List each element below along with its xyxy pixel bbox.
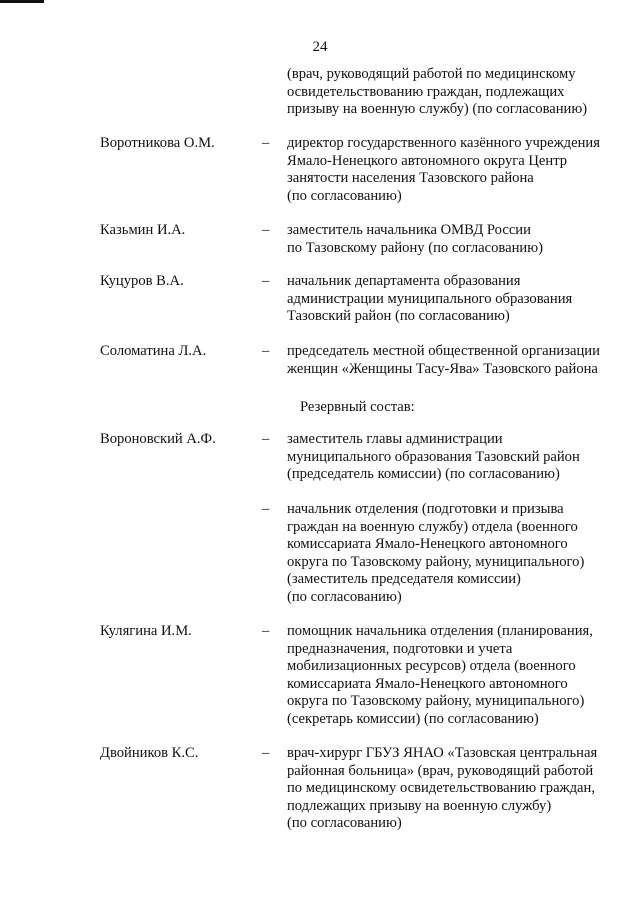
- continuation-line: освидетельствованию граждан, подлежащих: [287, 83, 565, 100]
- member-name: Воротникова О.М.: [100, 135, 215, 151]
- position-line: врач-хирург ГБУЗ ЯНАО «Тазовская центральная: [287, 745, 598, 761]
- member-dash: –: [262, 431, 270, 447]
- member-position: [287, 343, 627, 378]
- position-line: (секретарь комиссии) (по согласованию): [287, 710, 539, 727]
- member-name: Двойников К.С.: [100, 745, 199, 761]
- member-dash: –: [262, 623, 270, 639]
- member-name: Вороновский А.Ф.: [100, 431, 216, 447]
- scan-corner-mark: [0, 0, 44, 3]
- position-line: заместитель начальника ОМВД России: [287, 222, 531, 238]
- position-line: начальник департамента образования: [287, 273, 521, 289]
- position-line: комиссариата Ямало-Ненецкого автономного: [287, 675, 568, 692]
- position-line: помощник начальника отделения (планирования,: [287, 623, 593, 639]
- member-position: [287, 745, 627, 833]
- member-dash: –: [262, 273, 270, 289]
- member-name: Кулягина И.М.: [100, 623, 192, 639]
- position-line: округа по Тазовскому району, муниципального): [287, 693, 585, 710]
- member-position: [287, 623, 627, 729]
- member-position: [287, 501, 627, 607]
- continuation-line: (врач, руководящий работой по медицинскому: [287, 66, 576, 82]
- position-line: граждан на военную службу) отдела (военного: [287, 518, 578, 535]
- position-line: заместитель главы администрации: [287, 431, 503, 447]
- reserve-heading: Резервный состав:: [300, 399, 415, 415]
- continuation-text: [287, 66, 627, 119]
- position-line: районная больница» (врач, руководящий работой: [287, 762, 594, 779]
- position-line: округа по Тазовскому району, муниципального): [287, 553, 585, 570]
- position-line: муниципального образования Тазовский район: [287, 448, 580, 465]
- member-name: Куцуров В.А.: [100, 273, 184, 289]
- position-line: Тазовский район (по согласованию): [287, 308, 510, 325]
- position-line: администрации муниципального образования: [287, 290, 573, 307]
- position-line: по медицинскому освидетельствованию граждан,: [287, 780, 595, 797]
- member-dash: –: [262, 135, 270, 151]
- position-line: председатель местной общественной организации: [287, 343, 600, 359]
- member-dash: –: [262, 745, 270, 761]
- member-name: Соломатина Л.А.: [100, 343, 207, 359]
- position-line: начальник отделения (подготовки и призыва: [287, 501, 564, 517]
- position-line: предназначения, подготовки и учета: [287, 640, 513, 657]
- member-position: [287, 273, 627, 326]
- member-dash: –: [262, 343, 270, 359]
- position-line: занятости населения Тазовского района: [287, 170, 534, 187]
- member-dash: –: [262, 222, 270, 238]
- page-number: 24: [312, 39, 328, 55]
- member-dash: –: [262, 501, 270, 517]
- position-line: Ямало-Ненецкого автономного округа Центр: [287, 152, 568, 169]
- position-line: директор государственного казённого учреждения: [287, 135, 600, 151]
- position-line: подлежащих призыву на военную службу): [287, 797, 552, 814]
- position-line: (заместитель председателя комиссии): [287, 571, 521, 588]
- position-line: (председатель комиссии) (по согласованию): [287, 466, 560, 483]
- continuation-line: призыву на военную службу) (по согласованию): [287, 101, 588, 118]
- member-name: Казьмин И.А.: [100, 222, 186, 238]
- member-position: [287, 431, 627, 484]
- position-line: мобилизационных ресурсов) отдела (военного: [287, 658, 576, 675]
- position-line: женщин «Женщины Тасу-Ява» Тазовского района: [287, 360, 598, 377]
- position-line: по Тазовскому району (по согласованию): [287, 239, 543, 256]
- position-line: комиссариата Ямало-Ненецкого автономного: [287, 536, 568, 553]
- member-position: [287, 135, 627, 205]
- position-line: (по согласованию): [287, 588, 402, 605]
- position-line: (по согласованию): [287, 187, 402, 204]
- position-line: (по согласованию): [287, 815, 402, 832]
- member-position: [287, 222, 627, 257]
